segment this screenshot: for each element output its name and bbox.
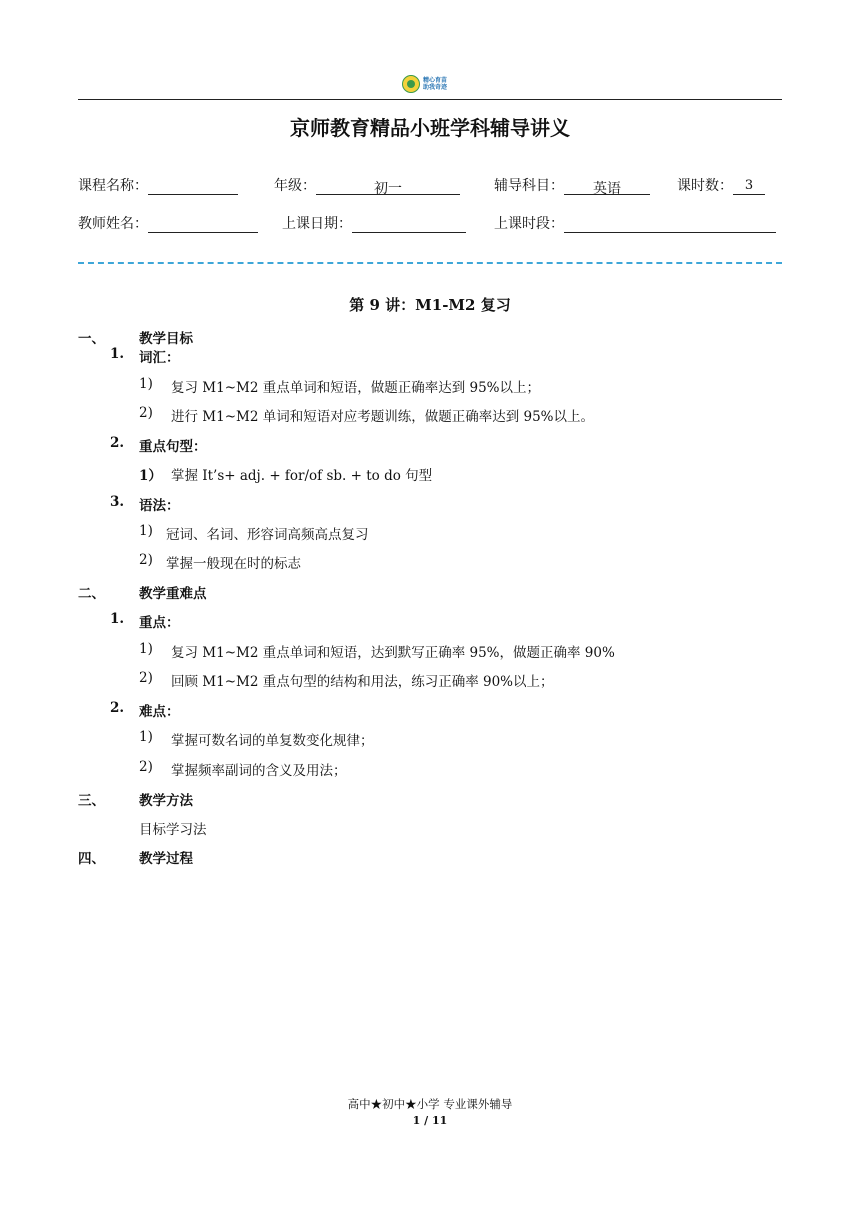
section-num: 三、 bbox=[78, 793, 105, 809]
item-text: 掌握频率副词的含义及用法； bbox=[171, 763, 347, 779]
grade-value: 初一 bbox=[316, 178, 460, 195]
item-text: 掌握一般现在时的标志 bbox=[166, 556, 301, 572]
item-num: 2) bbox=[139, 552, 153, 568]
page-number: 1 / 11 bbox=[412, 1114, 448, 1127]
subsection-title: 词汇： bbox=[139, 350, 180, 366]
document-title: 京师教育精品小班学科辅导讲义 bbox=[290, 116, 570, 140]
subsection-title: 难点： bbox=[139, 704, 180, 720]
course-name-label: 课程名称： bbox=[78, 178, 148, 194]
section-num: 一、 bbox=[78, 331, 105, 347]
subject-value: 英语 bbox=[564, 178, 650, 195]
subsection-num: 3. bbox=[110, 494, 125, 510]
item-num: 1) bbox=[139, 641, 153, 657]
item-num: 2) bbox=[139, 405, 153, 421]
footer-tagline: 高中★初中★小学 专业课外辅导 bbox=[347, 1097, 513, 1111]
grade-label: 年级： bbox=[274, 178, 316, 194]
course-name-value bbox=[148, 178, 238, 195]
class-date-field bbox=[282, 213, 466, 233]
item-num: 1） bbox=[139, 468, 162, 484]
section-title: 教学目标 bbox=[139, 331, 193, 347]
section-title: 教学重难点 bbox=[139, 586, 207, 602]
class-period-value bbox=[564, 216, 776, 233]
item-num: 1) bbox=[139, 376, 153, 392]
header-logo bbox=[402, 75, 447, 93]
item-num: 1) bbox=[139, 523, 153, 539]
section-num: 四、 bbox=[78, 851, 105, 867]
teacher-name-field bbox=[78, 213, 258, 233]
item-num: 2) bbox=[139, 670, 153, 686]
lesson-title: 第 9 讲：M1-M2 复习 bbox=[349, 296, 511, 314]
header-rule bbox=[78, 99, 782, 100]
section-num: 二、 bbox=[78, 586, 105, 602]
hours-value: 3 bbox=[733, 178, 765, 195]
item-text: 掌握 It’s+ adj. + for/of sb. + to do 句型 bbox=[171, 468, 433, 484]
class-date-value bbox=[352, 216, 466, 233]
logo-line-2: 助我奇迹 bbox=[423, 84, 448, 91]
logo-emblem-icon bbox=[402, 75, 420, 93]
item-text: 复习 M1~M2 重点单词和短语，达到默写正确率 95%，做题正确率 90% bbox=[171, 645, 615, 661]
hours-field bbox=[677, 175, 765, 195]
subsection-title: 重点： bbox=[139, 615, 180, 631]
class-period-field bbox=[494, 213, 776, 233]
grade-field bbox=[274, 175, 460, 195]
hours-label: 课时数： bbox=[677, 178, 733, 194]
teacher-name-value bbox=[148, 216, 258, 233]
item-num: 2) bbox=[139, 759, 153, 775]
subsection-num: 1. bbox=[110, 346, 125, 362]
subsection-title: 重点句型： bbox=[139, 439, 207, 455]
subsection-num: 2. bbox=[110, 700, 125, 716]
subsection-num: 2. bbox=[110, 435, 125, 451]
section-title: 教学方法 bbox=[139, 793, 193, 809]
subsection-title: 语法： bbox=[139, 498, 180, 514]
subject-field bbox=[494, 175, 650, 195]
section-title: 教学过程 bbox=[139, 851, 193, 867]
method-text: 目标学习法 bbox=[139, 822, 207, 838]
item-text: 复习 M1~M2 重点单词和短语，做题正确率达到 95%以上； bbox=[171, 380, 541, 396]
class-date-label: 上课日期： bbox=[282, 216, 352, 232]
subsection-num: 1. bbox=[110, 611, 125, 627]
item-text: 回顾 M1~M2 重点句型的结构和用法，练习正确率 90%以上； bbox=[171, 674, 554, 690]
item-text: 掌握可数名词的单复数变化规律； bbox=[171, 733, 374, 749]
teacher-name-label: 教师姓名： bbox=[78, 216, 148, 232]
course-name-field bbox=[78, 175, 238, 195]
item-text: 冠词、名词、形容词高频高点复习 bbox=[166, 527, 369, 543]
item-text: 进行 M1~M2 单词和短语对应考题训练，做题正确率达到 95%以上。 bbox=[171, 409, 595, 425]
class-period-label: 上课时段： bbox=[494, 216, 564, 232]
section-divider bbox=[78, 262, 782, 264]
item-num: 1) bbox=[139, 729, 153, 745]
logo-line-1: 精心育苗 bbox=[423, 77, 448, 84]
subject-label: 辅导科目： bbox=[494, 178, 564, 194]
